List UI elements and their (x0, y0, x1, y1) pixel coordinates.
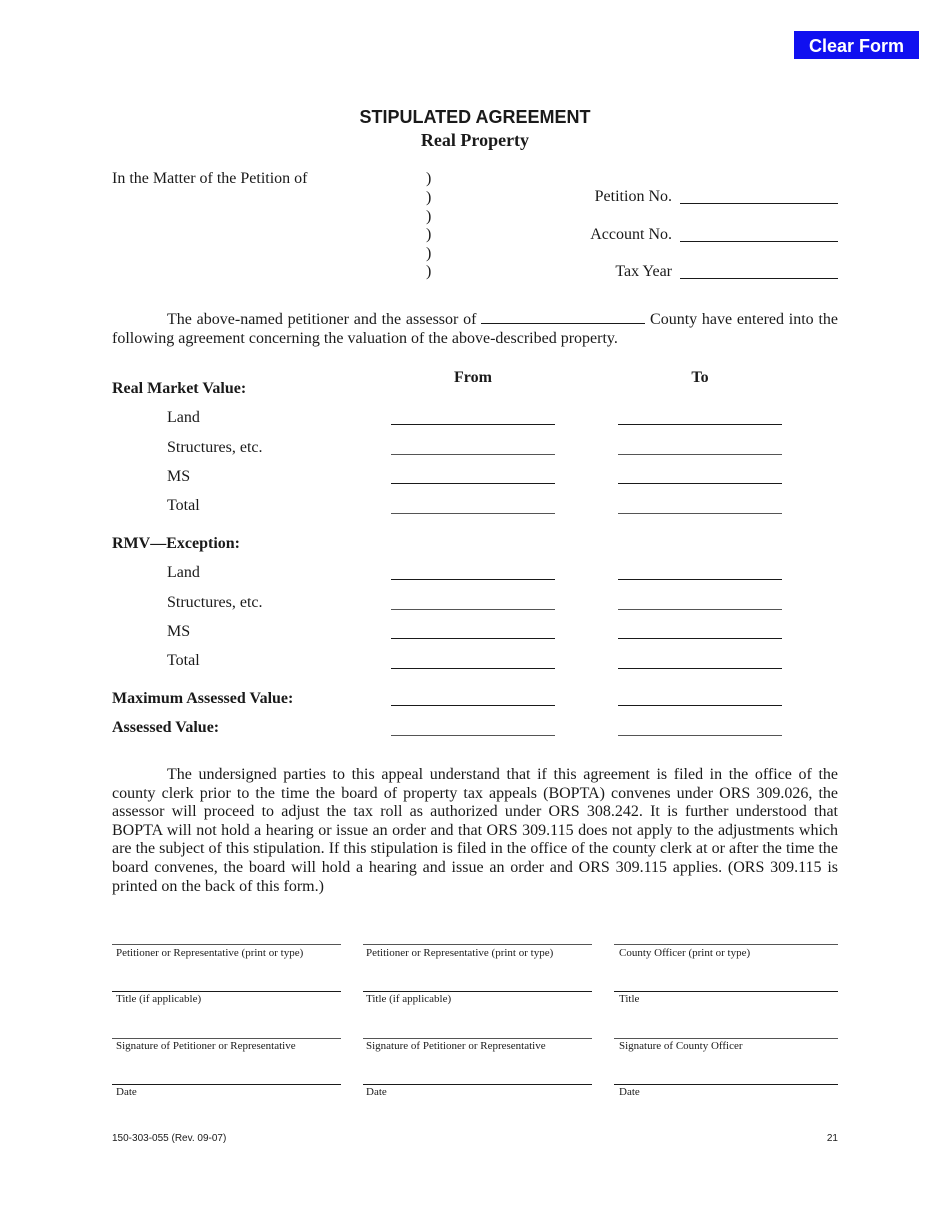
sig3-title-line[interactable] (614, 991, 838, 992)
rmv-structures-to-field[interactable] (618, 454, 782, 455)
mav-label: Maximum Assessed Value: (112, 690, 294, 707)
sig2-title-label: Title (if applicable) (366, 993, 452, 1005)
rmv-total-to-field[interactable] (618, 513, 782, 514)
sig3-date-label: Date (619, 1086, 640, 1098)
form-title: STIPULATED AGREEMENT (359, 107, 591, 127)
intro-part2: County have entered into the following agreement concerning the valuation of the above-described property. (112, 311, 838, 347)
exc-land-to-field[interactable] (618, 579, 782, 580)
rmv-ms-label: MS (167, 468, 191, 485)
sig3-title-label: Title (619, 993, 640, 1005)
mav-from-field[interactable] (391, 705, 555, 706)
form-subtitle: Real Property (420, 130, 530, 150)
sig1-signature-line[interactable] (112, 1038, 341, 1039)
account-no-label: Account No. (590, 226, 672, 243)
sig3-signature-label: Signature of County Officer (619, 1040, 743, 1052)
sig1-signature-label: Signature of Petitioner or Representative (116, 1040, 296, 1052)
caption-paren: ) (426, 245, 432, 262)
exc-structures-from-field[interactable] (391, 609, 555, 610)
clear-form-button[interactable]: Clear Form (794, 31, 919, 59)
exc-ms-from-field[interactable] (391, 638, 555, 639)
caption-paren: ) (426, 189, 432, 206)
form-number: 150-303-055 (Rev. 09-07) (112, 1133, 227, 1144)
rmv-total-label: Total (167, 497, 200, 514)
notice-paragraph (112, 766, 838, 896)
county-field[interactable] (481, 310, 645, 324)
sig3-date-line[interactable] (614, 1084, 838, 1085)
rmv-land-label: Land (167, 409, 200, 426)
page-number: 21 (826, 1133, 838, 1144)
caption-paren: ) (426, 226, 432, 243)
to-column-header: To (691, 369, 709, 386)
sig1-title-line[interactable] (112, 991, 341, 992)
exc-ms-to-field[interactable] (618, 638, 782, 639)
rmv-exception-heading: RMV—Exception: (112, 535, 240, 552)
tax-year-field[interactable] (680, 278, 838, 279)
sig2-date-label: Date (366, 1086, 387, 1098)
rmv-heading: Real Market Value: (112, 380, 247, 397)
account-no-field[interactable] (680, 241, 838, 242)
petition-no-label: Petition No. (594, 188, 672, 205)
sig1-title-label: Title (if applicable) (116, 993, 202, 1005)
rmv-total-from-field[interactable] (391, 513, 555, 514)
rmv-ms-to-field[interactable] (618, 483, 782, 484)
matter-label: In the Matter of the Petition of (112, 170, 308, 187)
rmv-structures-label: Structures, etc. (167, 439, 263, 456)
exc-land-label: Land (167, 564, 200, 581)
intro-paragraph (112, 310, 838, 348)
rmv-land-from-field[interactable] (391, 424, 555, 425)
av-label: Assessed Value: (112, 719, 220, 736)
intro-part1: The above-named petitioner and the assessor of (167, 311, 477, 328)
rmv-land-to-field[interactable] (618, 424, 782, 425)
exc-structures-label: Structures, etc. (167, 594, 263, 611)
petition-no-field[interactable] (680, 203, 838, 204)
sig2-title-line[interactable] (363, 991, 592, 992)
notice-text: The undersigned parties to this appeal understand that if this agreement is filed in the office of the county clerk prior to the time the board of property tax appeals (BOPTA) convenes under ORS 309.026, the assessor will proceed to adjust the tax roll as authorized under ORS 308.242. It is further understood that BOPTA will not hold a hearing or issue an order and that ORS 309.115 does not apply to the adjustments which are the subject of this stipulation. If this stipulation is filed in the office of the county clerk at or after the time the board convenes, the board will hold a hearing and issue an order and ORS 309.115 applies. (ORS 309.115 is printed on the back of this form.) (112, 766, 838, 895)
av-to-field[interactable] (618, 735, 782, 736)
mav-to-field[interactable] (618, 705, 782, 706)
exc-total-label: Total (167, 652, 200, 669)
sig2-signature-label: Signature of Petitioner or Representative (366, 1040, 546, 1052)
sig3-name-label: County Officer (print or type) (619, 947, 751, 959)
sig1-date-label: Date (116, 1086, 137, 1098)
sig1-name-label: Petitioner or Representative (print or type) (116, 947, 304, 959)
exc-structures-to-field[interactable] (618, 609, 782, 610)
caption-paren: ) (426, 208, 432, 225)
exc-land-from-field[interactable] (391, 579, 555, 580)
sig2-name-label: Petitioner or Representative (print or type) (366, 947, 554, 959)
caption-paren: ) (426, 170, 432, 187)
tax-year-label: Tax Year (615, 263, 672, 280)
sig2-name-line[interactable] (363, 944, 592, 945)
rmv-ms-from-field[interactable] (391, 483, 555, 484)
sig2-date-line[interactable] (363, 1084, 592, 1085)
sig3-signature-line[interactable] (614, 1038, 838, 1039)
rmv-structures-from-field[interactable] (391, 454, 555, 455)
sig1-name-line[interactable] (112, 944, 341, 945)
sig1-date-line[interactable] (112, 1084, 341, 1085)
exc-total-to-field[interactable] (618, 668, 782, 669)
sig3-name-line[interactable] (614, 944, 838, 945)
from-column-header: From (454, 369, 492, 386)
caption-paren: ) (426, 263, 432, 280)
av-from-field[interactable] (391, 735, 555, 736)
exc-total-from-field[interactable] (391, 668, 555, 669)
exc-ms-label: MS (167, 623, 191, 640)
sig2-signature-line[interactable] (363, 1038, 592, 1039)
